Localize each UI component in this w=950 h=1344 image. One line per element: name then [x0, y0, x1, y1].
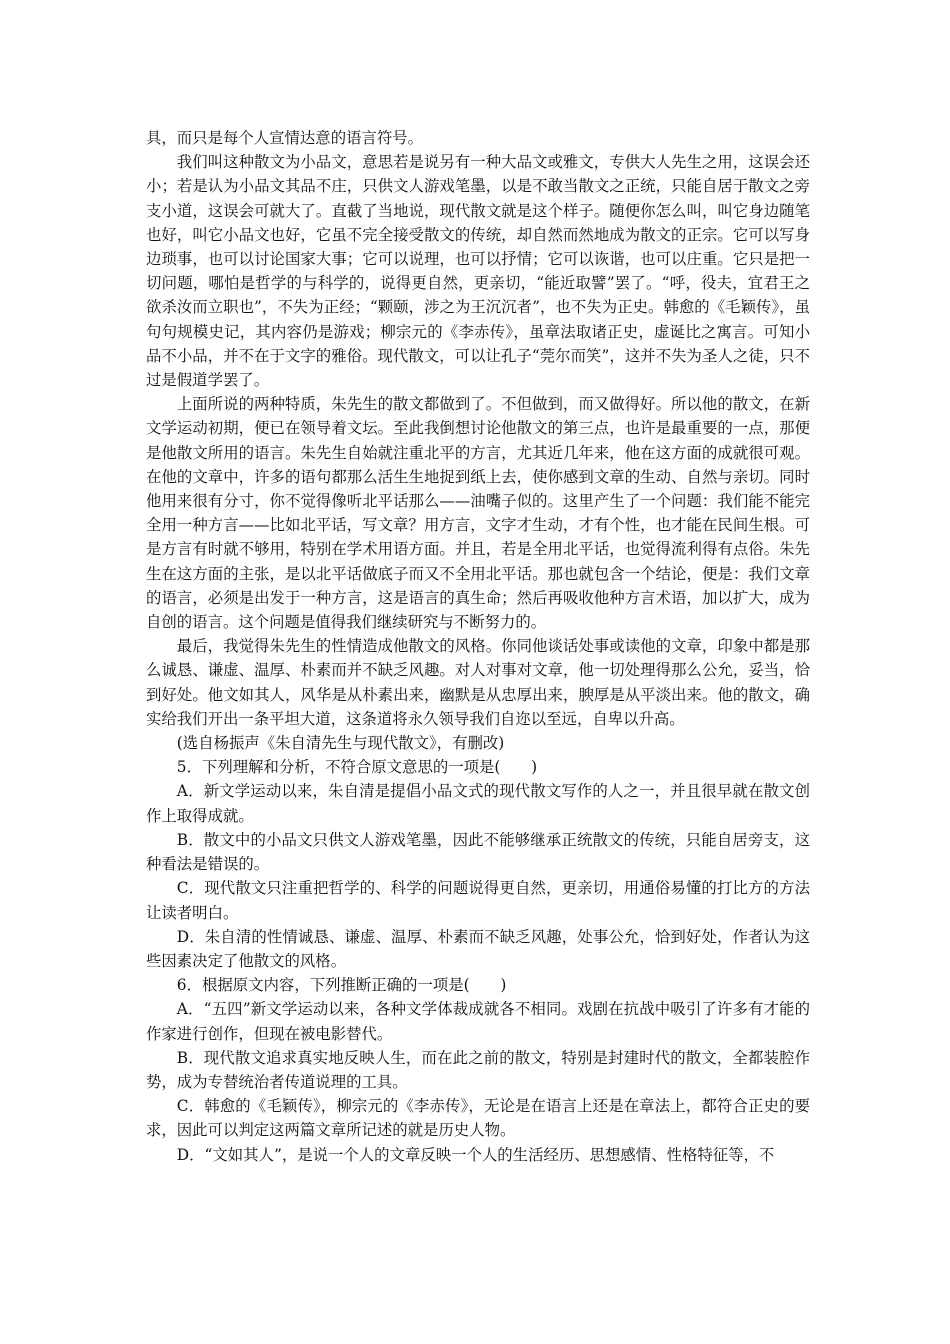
paragraph-language: 上面所说的两种特质，朱先生的散文都做到了。不但做到，而又做得好。所以他的散文，在新文学运动初期，便已在领导着文坛。至此我倒想讨论他散文的第三点，也许是最重要的一点，那便是他散文所用的语言。朱先生自始就注重北平的方言，尤其近几年来，他在这方面的成就很可观。在他的文章中，许多的语句都那么活生生地捉到纸上去，使你感到文章的生动、自然与亲切。同时他用来很有分寸，你不觉得像听北平话那么——油嘴子似的。这里产生了一个问题：我们能不能完全用一种方言——比如北平话，写文章？用方言，文字才生动，才有个性，也才能在民间生根。可是方言有时就不够用，特别在学术用语方面。并且，若是全用北平话，也觉得流利得有点俗。朱先生在这方面的主张，是以北平话做底子而又不全用北平话。那也就包含一个结论，便是：我们文章的语言，必须是出发于一种方言，这是语言的真生命；然后再吸收他种方言术语，加以扩大，成为自创的语言。这个问题是值得我们继续研究与不断努力的。 — [146, 395, 810, 632]
document-page — [146, 126, 810, 1167]
paragraph-xiaopinwen: 我们叫这种散文为小品文，意思若是说另有一种大品文或雅文，专供大人先生之用，这误会还小；若是认为小品文其品不庄，只供文人游戏笔墨，以是不敢当散文之正统，只能自居于散文之旁支小道，这误会可就大了。直截了当地说，现代散文就是这个样子。随便你怎么叫，叫它身边随笔也好，叫它小品文也好，它虽不完全接受散文的传统，却自然而然地成为散文的正宗。它可以写身边琐事，也可以讨论国家大事；它可以说理，也可以抒情；它可以诙谐，也可以庄重。它只是把一切问题，哪怕是哲学的与科学的，说得更自然，更亲切，“能近取譬”罢了。“呼，役夫，宜君王之欲杀汝而立职也”，不失为正经；“颗颐，涉之为王沉沉者”，也不失为正史。韩愈的《毛颖传》，虽句句规模史记，其内容仍是游戏；柳宗元的《李赤传》，虽章法取诸正史，虚诞比之寓言。可知小品不小品，并不在于文字的雅俗。现代散文，可以让孔子“莞尔而笑”，这并不失为圣人之徒，只不过是假道学罢了。 — [146, 153, 810, 390]
question-5-option-b: B．散文中的小品文只供文人游戏笔墨，因此不能够继承正统散文的传统，只能自居旁支，这种看法是错误的。 — [146, 830, 810, 874]
source-citation: (选自杨振声《朱自清先生与现代散文》，有删改) — [176, 734, 505, 753]
question-6-option-a: A．“五四”新文学运动以来，各种文学体裁成就各不相同。戏剧在抗战中吸引了许多有才能的作家进行创作，但现在被电影替代。 — [146, 1000, 810, 1043]
question-6-option-d: D．“文如其人”，是说一个人的文章反映一个人的生活经历、思想感情、性格特征等，不 — [176, 1145, 775, 1164]
question-6-option-c: C．韩愈的《毛颖传》，柳宗元的《李赤传》，无论是在语言上还是在章法上，都符合正史的要求，因此可以判定这两篇文章所记述的就是历史人物。 — [146, 1097, 810, 1140]
paragraph-style: 最后，我觉得朱先生的性情造成他散文的风格。你同他谈话处事或读他的文章，印象中都是那么诚恳、谦虚、温厚、朴素而并不缺乏风趣。对人对事对文章，他一切处理得那么公允，妥当，恰到好处。他文如其人，风华是从朴素出来，幽默是从忠厚出来，腴厚是从平淡出来。他的散文，确实给我们开出一条平坦大道，这条道将永久领导我们自迩以至远，自卑以升高。 — [146, 637, 810, 728]
paragraph-continued: 具，而只是每个人宣情达意的语言符号。 — [146, 129, 424, 147]
question-5-option-a: A．新文学运动以来，朱自清是提倡小品文式的现代散文写作的人之一，并且很早就在散文创作上取得成就。 — [146, 782, 810, 825]
question-6-stem: 6．根据原文内容，下列推断正确的一项是( ) — [176, 976, 507, 995]
question-5-option-d: D．朱自清的性情诚恳、谦虚、温厚、朴素而不缺乏风趣，处事公允，恰到好处，作者认为这些因素决定了他散文的风格。 — [146, 927, 810, 970]
question-5-stem: 5．下列理解和分析，不符合原文意思的一项是( ) — [176, 758, 538, 777]
question-5-option-c: C．现代散文只注重把哲学的、科学的问题说得更自然，更亲切，用通俗易懂的打比方的方法让读者明白。 — [146, 879, 810, 922]
question-6-option-b: B．现代散文追求真实地反映人生，而在此之前的散文，特别是封建时代的散文，全都装腔作势，成为专替统治者传道说理的工具。 — [146, 1048, 810, 1091]
